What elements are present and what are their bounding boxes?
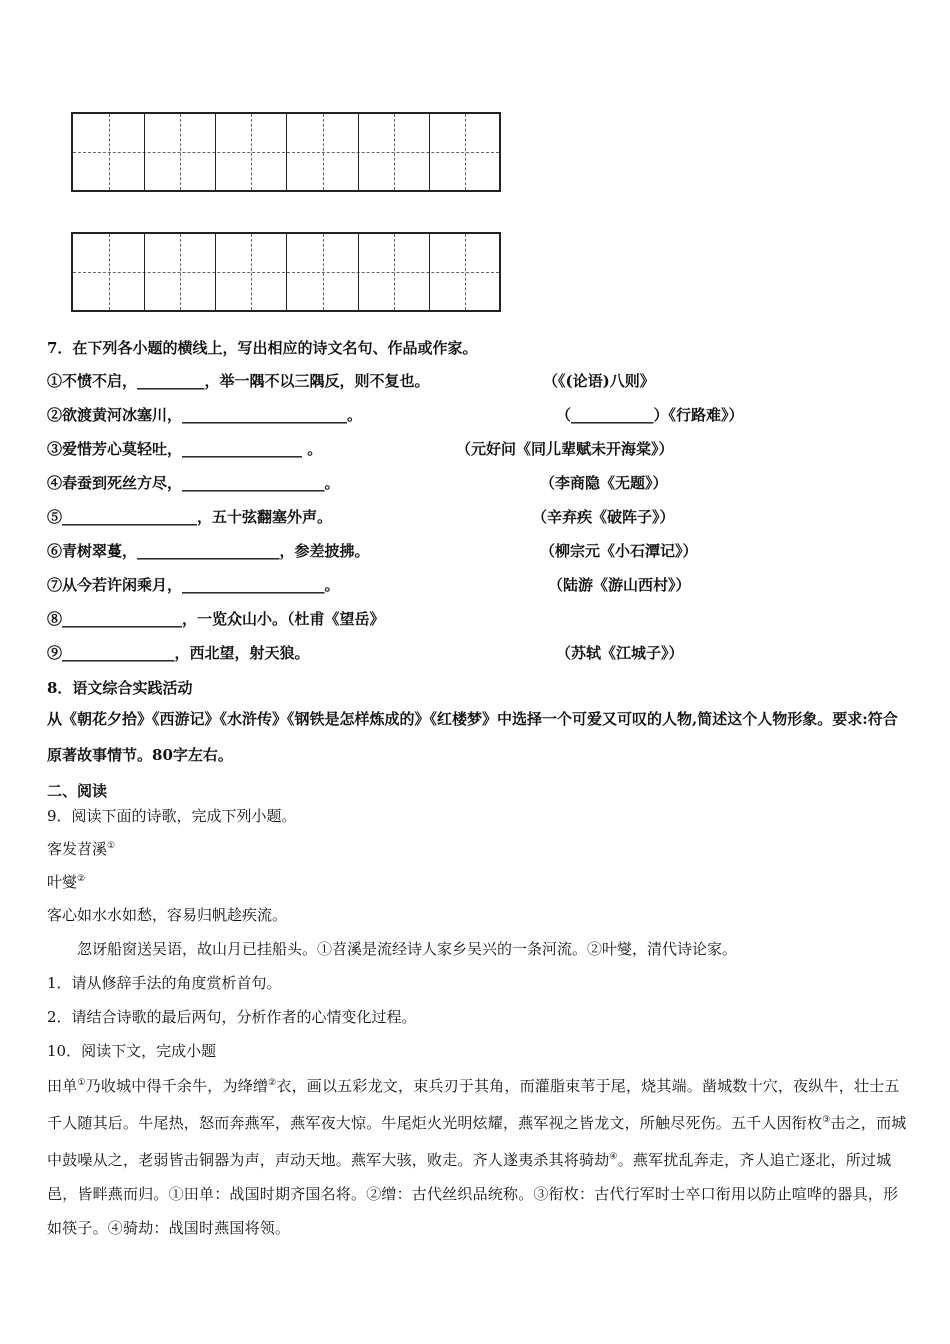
q7-item-1: ①不愤不启，_________，举一隅不以三隅反，则不复也。 xyxy=(47,372,430,390)
q7-item-4-source: （李商隐《无题》） xyxy=(540,474,668,492)
q10-passage: 田单①乃收城中得千余牛，为绛缯②衣，画以五彩龙文，束兵刃于其角，而灌脂束苇于尾，烧其端。凿城数十穴，夜纵牛，壮士五千人随其后。牛尾热，怒而奔燕军，燕军夜大惊。牛尾炬火光明炫耀，燕军视之皆龙文，所触尽死伤。五千人因衔枚③击之，而城中鼓噪从之，老弱皆击铜器为声，声动天地。燕军大骇，败走。齐人遂夷杀其将骑劫④。燕军扰乱奔走，齐人追亡逐北，所过城邑，皆畔燕而归。①田单：战国时期齐国名将。②缯：古代丝织品统称。③衔枚：古代行军时士卒口衔用以防止喧哗的器具，形如筷子。④骑劫：战国时燕国将领。 xyxy=(47,1077,907,1237)
writing-grid-2 xyxy=(71,232,501,312)
q9-title: 9．阅读下面的诗歌，完成下列小题。 xyxy=(47,807,297,825)
q7-item-9-source: （苏轼《江城子》） xyxy=(556,644,684,662)
writing-grid-1 xyxy=(71,112,501,192)
q10-title: 10．阅读下文，完成小题 xyxy=(47,1042,217,1060)
q7-item-7: ⑦从今若许闲乘月，___________________。 xyxy=(47,576,340,594)
q7-item-1-source: （《(论语)八则》 xyxy=(543,372,655,390)
q7-item-7-source: （陆游《游山西村》） xyxy=(548,576,691,594)
q7-item-5-source: （辛弃疾《破阵子》） xyxy=(532,508,675,526)
q7-item-9: ⑨_______________，西北望，射天狼。 xyxy=(47,644,310,662)
q7-item-2-source: （___________）《行路难》） xyxy=(556,406,744,424)
q7-item-6: ⑥青树翠蔓，___________________，参差披拂。 xyxy=(47,542,370,560)
q7-title: 7．在下列各小题的横线上，写出相应的诗文名句、作品或作家。 xyxy=(47,339,478,357)
q7-item-4: ④春蚕到死丝方尽，___________________。 xyxy=(47,474,340,492)
q8-title: 8．语文综合实践活动 xyxy=(47,679,193,697)
q7-item-2: ②欲渡黄河冰塞川，______________________。 xyxy=(47,406,363,424)
q7-item-5: ⑤__________________，五十弦翻塞外声。 xyxy=(47,508,333,526)
q7-item-8: ⑧________________，一览众山小。（杜甫《望岳》 xyxy=(47,610,385,628)
poem-author: 叶燮② xyxy=(47,873,86,891)
q9-sub-2: 2．请结合诗歌的最后两句，分析作者的心情变化过程。 xyxy=(47,1008,417,1026)
poem-line-1: 客心如水水如愁，容易归帆趁疾流。 xyxy=(47,906,288,924)
q8-body: 从《朝花夕拾》《西游记》《水浒传》《钢铁是怎样炼成的》《红楼梦》中选择一个可爱又可叹的人物,简述这个人物形象。要求:符合原著故事情节。80字左右。 xyxy=(47,710,898,764)
section-title: 二、阅读 xyxy=(47,782,108,800)
q7-item-3: ③爱惜芳心莫轻吐，________________ 。 xyxy=(47,440,323,458)
poem-title: 客发苕溪① xyxy=(47,840,116,858)
q7-item-3-source: （元好问《同儿辈赋未开海棠》） xyxy=(456,440,674,458)
poem-line-2: 忽讶船窗送吴语，故山月已挂船头。①苕溪是流经诗人家乡吴兴的一条河流。②叶燮，清代诗论家。 xyxy=(77,940,738,958)
q7-item-6-source: （柳宗元《小石潭记》） xyxy=(540,542,698,560)
q9-sub-1: 1．请从修辞手法的角度赏析首句。 xyxy=(47,974,282,992)
